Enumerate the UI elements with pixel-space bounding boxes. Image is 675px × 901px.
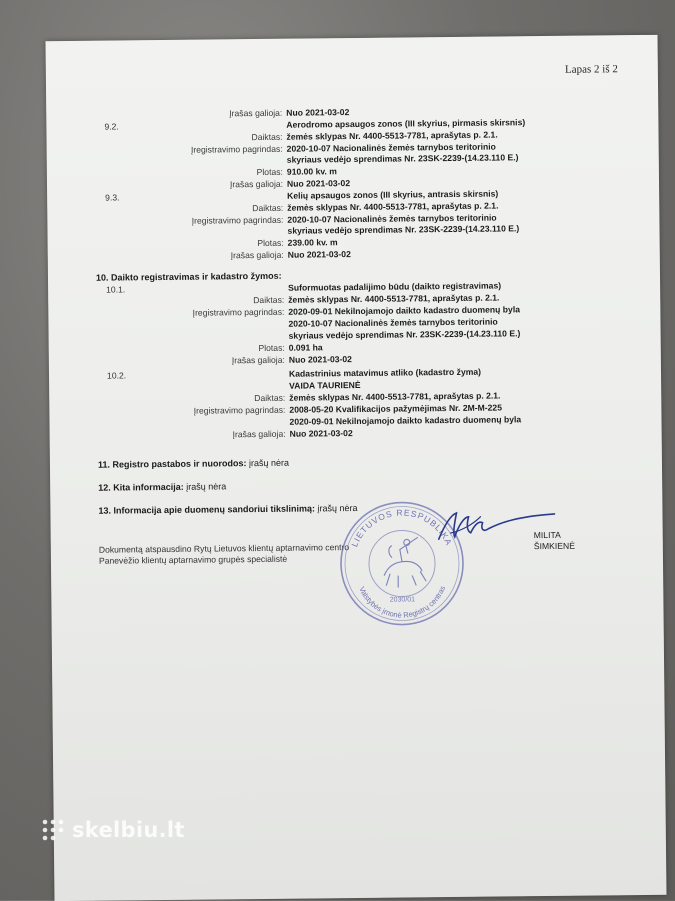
entry-value: 2020-09-01 Nekilnojamojo daikto kadastro duomenų byla (289, 414, 522, 427)
entry-value: Kadastrinius matavimus atliko (kadastro žyma) (288, 366, 482, 379)
entry-value: žemės sklypas Nr. 4400-5513-7781, aprašytas p. 2.1. (289, 390, 501, 403)
entry-number: 10.2. (106, 370, 127, 381)
footer-line-2: Panevėžio klientų aptarnavimo grupės specialistė (98, 553, 288, 566)
entry-value: 2020-10-07 Nacionalinės žemės tarnybos teritorinio (287, 212, 497, 225)
entry-value: 2020-10-07 Nacionalinės žemės tarnybos teritorinio (288, 316, 498, 329)
section-10-title: 10. Daikto registravimas ir kadastro žymos: (95, 270, 282, 283)
site-watermark (40, 815, 185, 845)
section-13 (98, 503, 357, 517)
entry-value: 910.00 kv. m (286, 166, 337, 177)
entry-label: Plotas: (256, 166, 283, 178)
entry-label: Įrašas galioja: (231, 354, 285, 366)
entry-value: 0.091 ha (288, 342, 323, 353)
section-11 (98, 458, 289, 471)
entry-label: Daiktas: (254, 392, 286, 404)
section-11-row (50, 454, 662, 471)
entry-value: skyriaus vedėjo sprendimas Nr. 23SK-2239-(14.23.110 E.) (286, 152, 519, 165)
entry-label: Daiktas: (253, 294, 285, 306)
section-11-title: 11. Registro pastabos ir nuorodos: (97, 458, 247, 470)
section-12 (98, 481, 226, 493)
entry-label: Įregistravimo pagrindas: (193, 404, 286, 416)
entry-value: Nuo 2021-03-02 (286, 178, 351, 189)
handwritten-signature (430, 502, 561, 553)
entry-value: žemės sklypas Nr. 4400-5513-7781, aprašytas p. 2.1. (286, 129, 498, 142)
signer-last-name: ŠIMKIENĖ (533, 540, 575, 552)
entry-label: Įrašas galioja: (230, 249, 284, 261)
entry-label: Įregistravimo pagrindas: (191, 214, 284, 226)
entry-value: VAIDA TAURIENĖ (289, 379, 361, 391)
entry-label: Daiktas: (251, 131, 283, 143)
watermark-text: skelbiu.lt (72, 818, 185, 842)
entry-value: žemės sklypas Nr. 4400-5513-7781, aprašytas p. 2.1. (288, 292, 500, 305)
stamp-bottom-text: Valstybės įmonė Registrų centras (357, 584, 448, 620)
entry-label: Įrašas galioja: (229, 107, 283, 119)
entry-value: skyriaus vedėjo sprendimas Nr. 23SK-2239-(14.23.110 E.) (287, 223, 520, 236)
document-page (46, 35, 667, 901)
entry-label: Plotas: (257, 237, 284, 249)
entry-label: Įregistravimo pagrindas: (192, 306, 285, 318)
dots-logo-icon (40, 817, 66, 843)
entry-value: Nuo 2021-03-02 (288, 354, 352, 365)
section-13-title: 13. Informacija apie duomenų sandoriui tikslinimą: (98, 503, 316, 516)
entry-value: Nuo 2021-03-02 (289, 428, 353, 439)
stamp-top-text: LIETUVOS RESPUBLIKA (349, 507, 455, 549)
entry-number: 9.2. (104, 121, 119, 132)
entry-label: Daiktas: (252, 202, 284, 214)
stamp-code: 2030/01 (389, 596, 416, 604)
entry-label: Plotas: (258, 342, 285, 354)
entry-value: Suformuotas padalijimo būdu (daikto registravimas) (288, 280, 502, 293)
section-11-value: įrašų nėra (248, 457, 290, 469)
entry-label: Įrašas galioja: (229, 178, 284, 190)
section-12-value: įrašų nėra (186, 481, 227, 492)
section-13-value: įrašų nėra (317, 502, 358, 514)
entry-value: 2008-05-20 Kvalifikacijos pažymėjimas Nr. 2M-M-225 (289, 402, 503, 415)
signer-first-name: MILITA (533, 529, 561, 541)
footer-line-1: Dokumentą atspausdino Rytų Lietuvos klientų aptarnavimo centro (98, 542, 350, 555)
knight-emblem-icon (384, 537, 427, 587)
entry-value: skyriaus vedėjo sprendimas Nr. 23SK-2239-(14.23.110 E.) (288, 328, 521, 341)
entry-number: 10.1. (106, 284, 126, 295)
section-12-row (50, 477, 662, 494)
entry-value: 2020-09-01 Nekilnojamojo daikto kadastro duomenų byla (288, 304, 521, 317)
entry-value: Nuo 2021-03-02 (286, 107, 350, 118)
entry-value: Kelių apsaugos zonos (III skyrius, antrasis skirsnis) (287, 188, 499, 201)
entry-value: 2020-10-07 Nacionalinės žemės tarnybos teritorinio (286, 141, 496, 154)
entry-value: Aerodromo apsaugos zonos (III skyrius, pirmasis skirsnis) (286, 117, 526, 130)
entry-label: Įregistravimo pagrindas: (190, 143, 283, 155)
footer-printed-by (99, 542, 350, 567)
entry-number: 9.3. (105, 192, 120, 203)
entry-value: Nuo 2021-03-02 (287, 249, 351, 260)
entry-label: Įrašas galioja: (232, 428, 286, 440)
page-number: Lapas 2 iš 2 (564, 63, 618, 76)
entry-value: žemės sklypas Nr. 4400-5513-7781, aprašytas p. 2.1. (287, 200, 499, 213)
section-12-title: 12. Kita informacija: (98, 481, 184, 493)
entry-value: 239.00 kv. m (287, 237, 338, 248)
